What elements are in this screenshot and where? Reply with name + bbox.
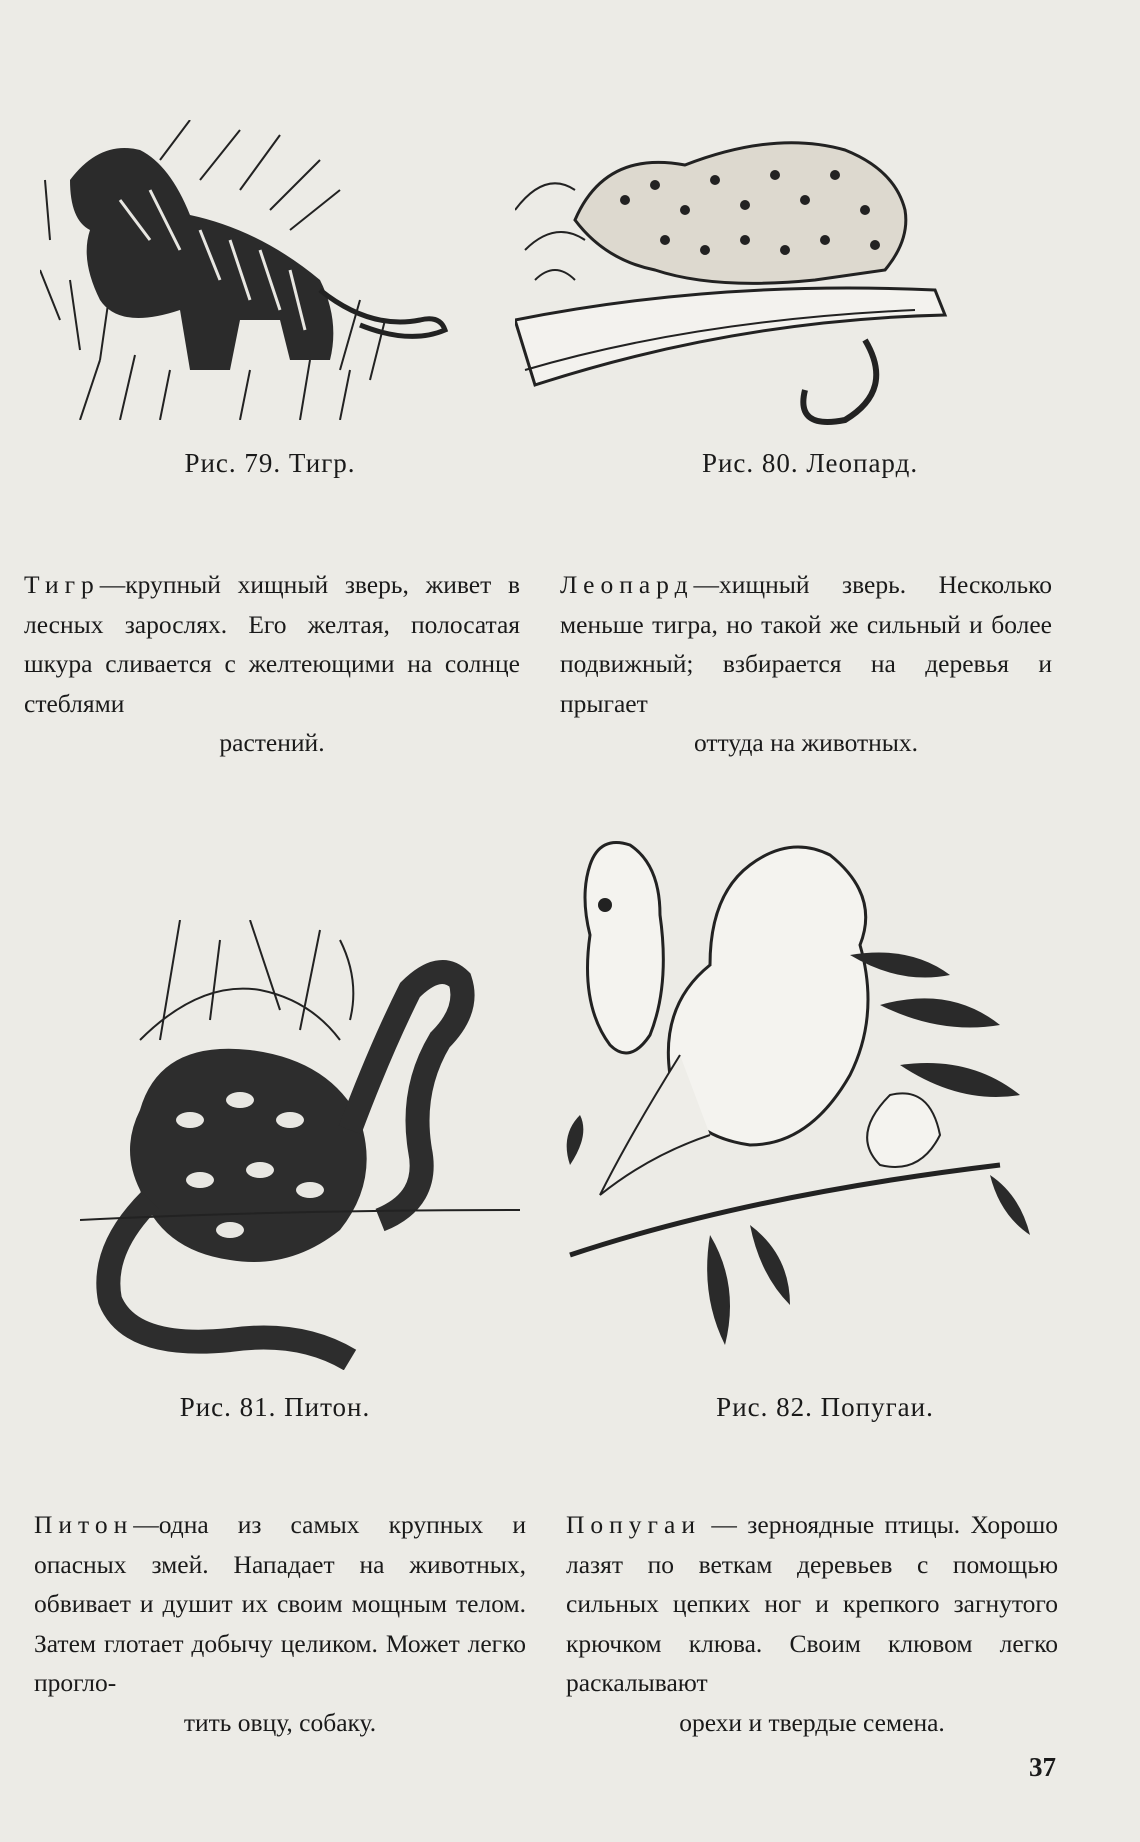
page-number: 37 bbox=[1029, 1752, 1056, 1782]
leopard-illustration bbox=[515, 130, 1025, 430]
python-illustration bbox=[80, 920, 525, 1370]
leopard-lead-word: Леопард bbox=[560, 570, 694, 599]
parrots-caption: Рис. 82. Попугаи. bbox=[716, 1392, 934, 1422]
tiger-description bbox=[24, 565, 520, 763]
parrots-lead-word: Попугаи bbox=[566, 1510, 701, 1539]
parrots-description bbox=[566, 1505, 1058, 1742]
tiger-caption: Рис. 79. Тигр. bbox=[184, 448, 356, 478]
python-description bbox=[34, 1505, 526, 1742]
python-caption: Рис. 81. Питон. bbox=[179, 1392, 371, 1422]
python-last-line: тить овцу, собаку. bbox=[183, 1707, 377, 1737]
parrots-body: — зерноядные птицы. Хорошо лазят по веткам деревьев с помощью сильных цепких ног и крепкого загнутого крючком клюва. Своим клювом легко раскалывают bbox=[566, 1510, 1058, 1697]
python-body: —одна из самых крупных и опасных змей. Нападает на животных, обвивает и душит их своим мощным телом. Затем глотает добычу целиком. Может легко прогло- bbox=[34, 1510, 526, 1697]
leopard-caption: Рис. 80. Леопард. bbox=[701, 448, 919, 478]
leopard-body: —хищный зверь. Несколько меньше тигра, но такой же сильный и более подвижный; взбирается на деревья и прыгает bbox=[560, 570, 1052, 718]
tiger-lead-word: Тигр bbox=[24, 570, 100, 599]
tiger-body: —крупный хищный зверь, живет в лесных зарослях. Его желтая, полосатая шкура сливается с желтеющими на солнце стеблями bbox=[24, 570, 520, 718]
leopard-last-line: оттуда на животных. bbox=[693, 728, 919, 757]
parrots-last-line: орехи и твердые семена. bbox=[679, 1707, 945, 1737]
tiger-last-line: растений. bbox=[219, 728, 325, 757]
python-lead-word: Питон bbox=[34, 1510, 134, 1539]
leopard-description bbox=[560, 565, 1052, 763]
tiger-illustration bbox=[40, 120, 485, 420]
parrots-illustration bbox=[550, 835, 1060, 1365]
